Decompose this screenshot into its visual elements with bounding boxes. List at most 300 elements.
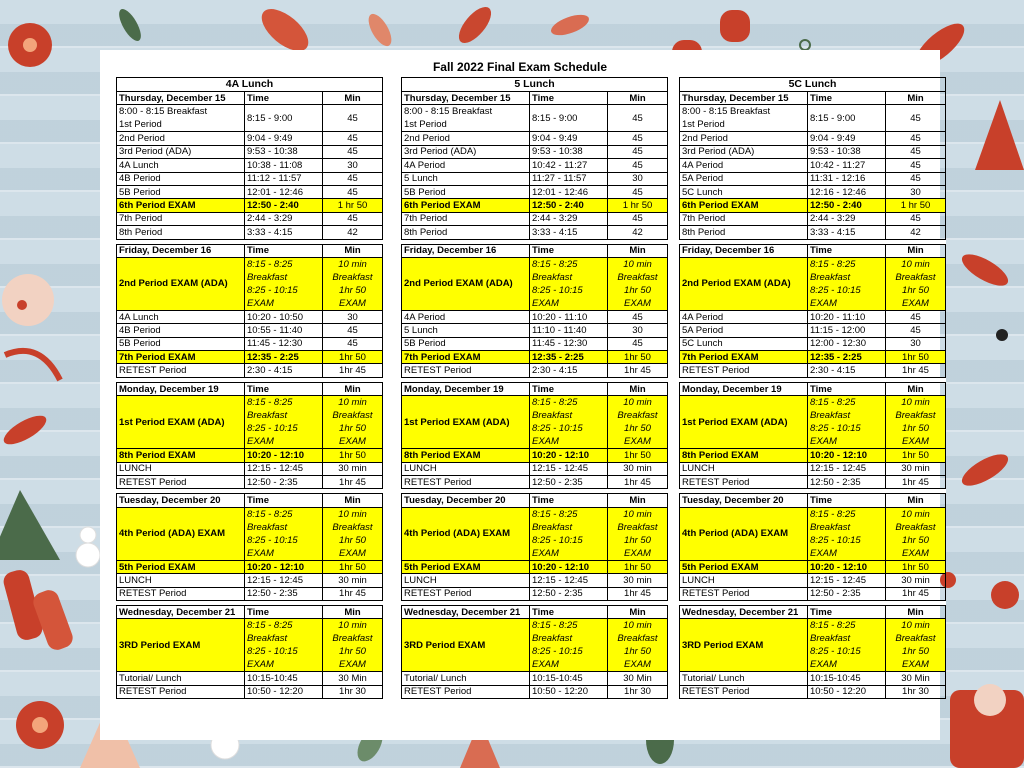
exam-min-line: 10 min <box>901 397 930 409</box>
period-min: 1hr 50 <box>886 560 946 573</box>
exam-min-line: EXAM <box>902 436 929 448</box>
period-label: Tutorial/ Lunch <box>680 672 808 685</box>
period-label: LUNCH <box>117 574 245 587</box>
period-time: 11:12 - 11:57 <box>245 172 323 185</box>
schedule-panel-4a-lunch <box>116 77 383 699</box>
schedule-row <box>402 105 668 132</box>
period-label: 6th Period EXAM <box>402 199 530 212</box>
schedule-row <box>402 257 668 310</box>
period-label: 3rd Period (ADA) <box>402 145 530 158</box>
exam-min-line: Breakfast <box>617 271 658 283</box>
exam-label: 2nd Period EXAM (ADA) <box>117 257 245 310</box>
exam-min-line: 10 min <box>338 258 367 270</box>
time-column-header: Time <box>808 494 886 507</box>
period-label: 4B Period <box>117 172 245 185</box>
schedule-row <box>117 159 383 172</box>
period-min: 45 <box>323 145 383 158</box>
min-column-header: Min <box>323 244 383 257</box>
period-min: 30 <box>886 337 946 350</box>
exam-time-line: EXAM <box>810 547 837 559</box>
schedule-row <box>402 226 668 239</box>
day-header-row <box>117 92 383 105</box>
period-time: 3:33 - 4:15 <box>530 226 608 239</box>
period-label: 5A Period <box>680 324 808 337</box>
schedule-row <box>680 685 946 698</box>
exam-min <box>886 619 946 672</box>
period-label-line: 1st Period <box>404 119 447 131</box>
period-time: 11:27 - 11:57 <box>530 172 608 185</box>
schedule-row <box>680 507 946 560</box>
period-label: 2nd Period <box>117 132 245 145</box>
period-label: RETEST Period <box>402 364 530 377</box>
exam-min <box>886 396 946 449</box>
schedule-row <box>402 212 668 225</box>
day-title: Friday, December 16 <box>117 244 245 257</box>
period-label: 4B Period <box>117 324 245 337</box>
period-min: 45 <box>886 132 946 145</box>
period-time: 8:15 - 9:00 <box>530 105 608 132</box>
period-label: 5th Period EXAM <box>402 560 530 573</box>
period-label: 7th Period <box>402 212 530 225</box>
exam-time-line: EXAM <box>532 547 559 559</box>
exam-label: 3RD Period EXAM <box>680 619 808 672</box>
exam-time-line: 8:15 - 8:25 <box>532 620 578 632</box>
exam-min <box>608 507 668 560</box>
period-min: 30 min <box>608 462 668 475</box>
period-min: 45 <box>886 324 946 337</box>
min-column-header: Min <box>608 605 668 618</box>
exam-time-line: EXAM <box>247 547 274 559</box>
exam-time-line: 8:15 - 8:25 <box>247 397 293 409</box>
schedule-row <box>402 351 668 364</box>
period-label <box>117 105 245 132</box>
schedule-row <box>402 337 668 350</box>
period-time: 2:30 - 4:15 <box>530 364 608 377</box>
schedule-row <box>402 619 668 672</box>
time-column-header: Time <box>530 92 608 105</box>
period-min: 45 <box>608 310 668 323</box>
period-time: 8:15 - 9:00 <box>808 105 886 132</box>
exam-min-line: 1hr 50 <box>339 284 366 296</box>
min-column-header: Min <box>323 605 383 618</box>
period-label: LUNCH <box>680 462 808 475</box>
schedule-row <box>117 396 383 449</box>
exam-min-line: 10 min <box>623 258 652 270</box>
period-time: 12:35 - 2:25 <box>530 351 608 364</box>
schedule-row <box>117 560 383 573</box>
period-time: 10:15-10:45 <box>530 672 608 685</box>
schedule-row <box>117 672 383 685</box>
exam-time-line: Breakfast <box>532 633 573 645</box>
period-min: 30 Min <box>886 672 946 685</box>
exam-min-line: 10 min <box>623 397 652 409</box>
period-time: 9:53 - 10:38 <box>530 145 608 158</box>
schedule-row <box>680 212 946 225</box>
day-title: Thursday, December 15 <box>680 92 808 105</box>
exam-time-line: EXAM <box>247 436 274 448</box>
exam-time-line: 8:15 - 8:25 <box>810 620 856 632</box>
time-column-header: Time <box>808 92 886 105</box>
period-label: 5B Period <box>402 185 530 198</box>
exam-time-line: 8:25 - 10:15 <box>247 646 298 658</box>
period-label: RETEST Period <box>680 476 808 489</box>
period-label: 7th Period <box>680 212 808 225</box>
day-header-row <box>680 244 946 257</box>
exam-min-line: Breakfast <box>332 521 373 533</box>
time-column-header: Time <box>530 494 608 507</box>
period-time: 12:01 - 12:46 <box>245 185 323 198</box>
day-header-row <box>402 92 668 105</box>
exam-min-line: Breakfast <box>895 410 936 422</box>
time-column-header: Time <box>245 244 323 257</box>
exam-min-line: EXAM <box>339 547 366 559</box>
period-label <box>402 105 530 132</box>
page-title: Fall 2022 Final Exam Schedule <box>432 60 608 74</box>
schedule-row <box>117 462 383 475</box>
exam-min-line: Breakfast <box>895 633 936 645</box>
schedule-row <box>680 310 946 323</box>
day-header-row <box>117 605 383 618</box>
time-column-header: Time <box>245 92 323 105</box>
exam-time <box>245 396 323 449</box>
time-column-header: Time <box>245 382 323 395</box>
period-time: 12:15 - 12:45 <box>808 462 886 475</box>
min-column-header: Min <box>608 244 668 257</box>
schedule-table <box>116 77 383 699</box>
exam-time-line: EXAM <box>810 659 837 671</box>
period-label: RETEST Period <box>402 685 530 698</box>
period-time: 12:50 - 2:40 <box>808 199 886 212</box>
period-min: 1hr 50 <box>608 449 668 462</box>
day-header-row <box>680 605 946 618</box>
schedule-row <box>680 145 946 158</box>
period-label: RETEST Period <box>680 587 808 600</box>
period-label: RETEST Period <box>117 476 245 489</box>
exam-time-line: 8:25 - 10:15 <box>810 284 861 296</box>
schedule-row <box>402 159 668 172</box>
period-time: 10:20 - 12:10 <box>808 560 886 573</box>
exam-min-line: 10 min <box>623 620 652 632</box>
period-min: 45 <box>608 145 668 158</box>
exam-time-line: EXAM <box>810 297 837 309</box>
period-min: 30 min <box>886 574 946 587</box>
period-time: 10:20 - 11:10 <box>808 310 886 323</box>
exam-time-line: 8:15 - 8:25 <box>810 397 856 409</box>
period-time: 10:38 - 11:08 <box>245 159 323 172</box>
period-time: 3:33 - 4:15 <box>245 226 323 239</box>
schedule-row <box>117 619 383 672</box>
schedule-row <box>117 105 383 132</box>
exam-min-line: EXAM <box>339 659 366 671</box>
exam-time-line: EXAM <box>532 659 559 671</box>
period-min: 1hr 50 <box>608 560 668 573</box>
exam-time <box>530 257 608 310</box>
schedule-row <box>117 132 383 145</box>
exam-time-line: EXAM <box>247 659 274 671</box>
min-column-header: Min <box>608 92 668 105</box>
panel-header-row <box>680 78 946 92</box>
schedule-row <box>402 587 668 600</box>
schedule-panel-5-lunch <box>401 77 668 699</box>
period-label-line: 8:00 - 8:15 Breakfast <box>682 106 771 118</box>
period-label: 5C Lunch <box>680 337 808 350</box>
exam-label: 3RD Period EXAM <box>402 619 530 672</box>
exam-time-line: EXAM <box>247 297 274 309</box>
min-column-header: Min <box>323 92 383 105</box>
bottom-flower-icon <box>16 701 64 749</box>
reindeer-icon <box>2 274 54 326</box>
period-label: 4A Period <box>680 310 808 323</box>
exam-time-line: 8:25 - 10:15 <box>810 423 861 435</box>
exam-min-line: Breakfast <box>332 410 373 422</box>
period-time: 10:42 - 11:27 <box>808 159 886 172</box>
exam-min-line: EXAM <box>624 547 651 559</box>
period-time: 12:50 - 2:40 <box>530 199 608 212</box>
schedule-row <box>117 324 383 337</box>
candy-cane-icon <box>5 351 60 380</box>
period-min: 1hr 50 <box>886 351 946 364</box>
exam-time-line: EXAM <box>810 436 837 448</box>
period-label: 7th Period EXAM <box>402 351 530 364</box>
schedule-panel-5c-lunch <box>679 77 946 699</box>
schedule-row <box>117 351 383 364</box>
exam-min-line: 1hr 50 <box>339 423 366 435</box>
period-min: 1hr 45 <box>608 476 668 489</box>
exam-time-line: 8:25 - 10:15 <box>247 284 298 296</box>
period-min: 45 <box>886 212 946 225</box>
period-label-line: 8:00 - 8:15 Breakfast <box>119 106 208 118</box>
period-min: 45 <box>323 337 383 350</box>
exam-time-line: Breakfast <box>532 271 573 283</box>
exam-time-line: Breakfast <box>532 521 573 533</box>
schedule-row <box>402 132 668 145</box>
exam-min-line: Breakfast <box>895 521 936 533</box>
day-title: Friday, December 16 <box>680 244 808 257</box>
period-min: 1 hr 50 <box>608 199 668 212</box>
day-header-row <box>680 494 946 507</box>
min-column-header: Min <box>886 244 946 257</box>
schedule-row <box>680 560 946 573</box>
period-time: 12:50 - 2:35 <box>530 476 608 489</box>
period-time: 12:16 - 12:46 <box>808 185 886 198</box>
exam-min-line: Breakfast <box>617 633 658 645</box>
period-min: 30 Min <box>323 672 383 685</box>
schedule-row <box>680 105 946 132</box>
time-column-header: Time <box>808 382 886 395</box>
period-min: 45 <box>886 105 946 132</box>
schedule-row <box>680 672 946 685</box>
period-min: 1hr 45 <box>608 364 668 377</box>
period-min: 1hr 45 <box>886 476 946 489</box>
exam-time <box>530 396 608 449</box>
schedule-row <box>117 449 383 462</box>
exam-min-line: 1hr 50 <box>624 534 651 546</box>
exam-time-line: Breakfast <box>247 410 288 422</box>
schedule-row <box>680 396 946 449</box>
exam-time-line: 8:25 - 10:15 <box>532 646 583 658</box>
exam-min-line: Breakfast <box>895 271 936 283</box>
schedule-row <box>402 310 668 323</box>
period-min: 1hr 50 <box>886 449 946 462</box>
time-column-header: Time <box>245 494 323 507</box>
exam-time-line: 8:15 - 8:25 <box>247 508 293 520</box>
period-time: 12:15 - 12:45 <box>530 462 608 475</box>
exam-time-line: Breakfast <box>532 410 573 422</box>
schedule-row <box>117 145 383 158</box>
exam-time-line: Breakfast <box>247 521 288 533</box>
exam-min-line: Breakfast <box>332 633 373 645</box>
schedule-row <box>117 310 383 323</box>
period-label: LUNCH <box>680 574 808 587</box>
schedule-row <box>680 619 946 672</box>
schedule-row <box>117 685 383 698</box>
schedule-row <box>402 574 668 587</box>
period-time: 12:35 - 2:25 <box>245 351 323 364</box>
day-title: Thursday, December 15 <box>117 92 245 105</box>
exam-min-line: Breakfast <box>332 271 373 283</box>
flower-icon <box>8 23 52 67</box>
exam-min-line: EXAM <box>902 297 929 309</box>
exam-min <box>323 619 383 672</box>
day-header-row <box>402 382 668 395</box>
period-time: 2:30 - 4:15 <box>808 364 886 377</box>
panel-header: 5 Lunch <box>402 78 668 92</box>
period-min: 42 <box>886 226 946 239</box>
day-header-row <box>680 92 946 105</box>
exam-label: 4th Period (ADA) EXAM <box>117 507 245 560</box>
min-column-header: Min <box>886 605 946 618</box>
period-time: 11:31 - 12:16 <box>808 172 886 185</box>
period-label: 3rd Period (ADA) <box>680 145 808 158</box>
exam-min-line: 10 min <box>901 620 930 632</box>
exam-min-line: 1hr 50 <box>902 646 929 658</box>
period-time: 9:53 - 10:38 <box>808 145 886 158</box>
period-min: 45 <box>608 337 668 350</box>
schedule-row <box>402 462 668 475</box>
period-min: 30 <box>323 159 383 172</box>
schedule-row <box>117 507 383 560</box>
period-label: 8th Period EXAM <box>402 449 530 462</box>
day-header-row <box>402 244 668 257</box>
exam-time-line: 8:15 - 8:25 <box>532 258 578 270</box>
exam-min-line: EXAM <box>624 297 651 309</box>
period-time: 10:20 - 12:10 <box>530 560 608 573</box>
exam-time-line: 8:15 - 8:25 <box>810 508 856 520</box>
exam-time-line: Breakfast <box>810 521 851 533</box>
period-min: 45 <box>323 212 383 225</box>
exam-min-line: 10 min <box>338 620 367 632</box>
exam-time <box>808 396 886 449</box>
exam-min-line: EXAM <box>902 547 929 559</box>
period-label: 5th Period EXAM <box>117 560 245 573</box>
exam-min-line: 1hr 50 <box>624 646 651 658</box>
day-title: Monday, December 19 <box>402 382 530 395</box>
schedule-row <box>680 337 946 350</box>
schedule-row <box>402 396 668 449</box>
period-time: 12:15 - 12:45 <box>245 574 323 587</box>
period-time: 3:33 - 4:15 <box>808 226 886 239</box>
exam-time-line: 8:15 - 8:25 <box>532 508 578 520</box>
schedule-row <box>680 587 946 600</box>
period-label: 4A Period <box>680 159 808 172</box>
exam-time-line: Breakfast <box>247 633 288 645</box>
exam-min-line: 1hr 50 <box>339 534 366 546</box>
schedule-row <box>680 476 946 489</box>
schedule-row <box>680 226 946 239</box>
exam-time <box>808 619 886 672</box>
min-column-header: Min <box>608 494 668 507</box>
time-column-header: Time <box>530 244 608 257</box>
period-min: 1hr 30 <box>323 685 383 698</box>
period-min: 42 <box>323 226 383 239</box>
schedule-row <box>680 159 946 172</box>
period-min: 1hr 45 <box>608 587 668 600</box>
period-label <box>680 105 808 132</box>
period-min: 30 Min <box>608 672 668 685</box>
day-title: Tuesday, December 20 <box>680 494 808 507</box>
panel-header-row <box>402 78 668 92</box>
period-time: 10:55 - 11:40 <box>245 324 323 337</box>
period-label: 8th Period <box>117 226 245 239</box>
exam-min-line: 1hr 50 <box>902 284 929 296</box>
schedule-row <box>680 257 946 310</box>
period-min: 45 <box>323 105 383 132</box>
exam-time <box>245 257 323 310</box>
period-time: 11:15 - 12:00 <box>808 324 886 337</box>
period-time: 11:10 - 11:40 <box>530 324 608 337</box>
schedule-row <box>117 364 383 377</box>
exam-time-line: EXAM <box>532 297 559 309</box>
exam-label: 1st Period EXAM (ADA) <box>117 396 245 449</box>
period-label: LUNCH <box>117 462 245 475</box>
period-label-line: 8:00 - 8:15 Breakfast <box>404 106 493 118</box>
period-time: 9:53 - 10:38 <box>245 145 323 158</box>
period-label: LUNCH <box>402 574 530 587</box>
exam-time <box>530 507 608 560</box>
exam-label: 4th Period (ADA) EXAM <box>402 507 530 560</box>
period-time: 10:50 - 12:20 <box>808 685 886 698</box>
period-label: 5C Lunch <box>680 185 808 198</box>
exam-label: 1st Period EXAM (ADA) <box>402 396 530 449</box>
period-label-line: 1st Period <box>682 119 725 131</box>
exam-min <box>323 507 383 560</box>
schedule-row <box>680 462 946 475</box>
period-label: 5B Period <box>402 337 530 350</box>
period-label: 3rd Period (ADA) <box>117 145 245 158</box>
period-min: 45 <box>886 172 946 185</box>
day-title: Tuesday, December 20 <box>117 494 245 507</box>
min-column-header: Min <box>886 494 946 507</box>
schedule-row <box>402 172 668 185</box>
period-label: RETEST Period <box>117 685 245 698</box>
period-min: 30 <box>323 310 383 323</box>
exam-min-line: 1hr 50 <box>902 534 929 546</box>
period-time: 8:15 - 9:00 <box>245 105 323 132</box>
period-time: 2:44 - 3:29 <box>808 212 886 225</box>
schedule-row <box>402 476 668 489</box>
santa-icon <box>950 684 1024 768</box>
sock-icon <box>1 568 75 653</box>
schedule-row <box>680 364 946 377</box>
panel-header: 5C Lunch <box>680 78 946 92</box>
time-column-header: Time <box>808 244 886 257</box>
exam-min-line: 10 min <box>338 397 367 409</box>
period-label: 5B Period <box>117 337 245 350</box>
period-time: 12:50 - 2:35 <box>808 587 886 600</box>
exam-min <box>886 507 946 560</box>
period-min: 1hr 45 <box>886 587 946 600</box>
period-min: 1hr 30 <box>886 685 946 698</box>
